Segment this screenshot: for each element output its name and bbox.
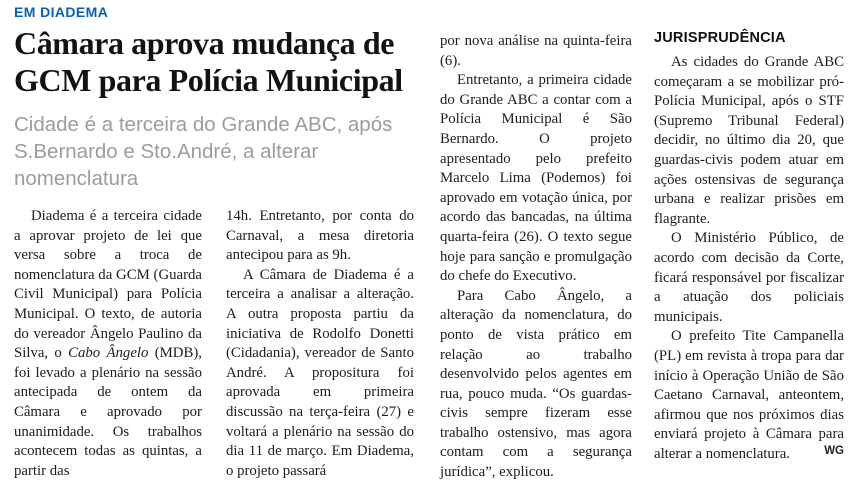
author-initials: WG [824, 445, 844, 458]
paragraph: As cidades do Grande ABC começaram a se mobilizar pró-Polícia Municipal, após o STF (Supremo Tribunal Federal) decidir, no último dia 20, que guardas-civis podem atuar em ações ostensivas de segurança urbana e realizar prisões em flagrante. [654, 54, 844, 227]
italic-nickname: Cabo Ângelo [68, 345, 149, 362]
paragraph: A Câmara de Diadema é a terceira a analisar a alteração. A outra proposta partiu da iniciativa de Rodolfo Donetti (Cidadania), vereador de Santo André. A propositura foi aprovada em primeira discussão na terça-feira (27) e voltará a plenário na sessão do dia 11 de março. Em Diadema, o projeto passará [226, 266, 414, 479]
article-layout [14, 25, 850, 482]
headline-block [14, 25, 414, 482]
body-columns-1-2 [14, 207, 414, 481]
sidebar-title: JURISPRUDÊNCIA [654, 30, 786, 46]
section-kicker: EM DIADEMA [14, 4, 109, 20]
paragraph: O Ministério Público, de acordo com decisão da Corte, ficará responsável por fiscalizar a atuação dos policiais municipais. [654, 230, 844, 325]
paragraph: 14h. Entretanto, por conta do Carnaval, a mesa diretoria antecipou para as 9h. [226, 208, 414, 264]
sidebar-jurisprudencia [654, 25, 844, 482]
body-column-3 [440, 25, 632, 482]
headline: Câmara aprova mudança de GCM para Polícia Municipal [14, 25, 403, 98]
paragraph [14, 207, 202, 481]
paragraph: O prefeito Tite Campanella (PL) em revista à tropa para dar início à Operação União de São Caetano Carnaval, anteontem, afirmou que nos próximos dias enviará projeto à Câmara para alterar a nomenclatura. [654, 328, 844, 462]
paragraph: Para Cabo Ângelo, a alteração da nomenclatura, do ponto de vista prático em relação ao trabalho desenvolvido pelos agentes em rua, pouco muda. “Os guardas-civis sempre fizeram esse trabalho ostensivo, mas agora contam com a segurança jurídica”, explicou. [440, 287, 632, 481]
paragraph-text: (MDB), foi levado a plenário na sessão antecipada de ontem da Câmara e aprovado por unanimidade. Os trabalhos acontecem todas as quintas, a partir das [14, 345, 202, 479]
paragraph: por nova análise na quinta-feira (6). [440, 33, 632, 69]
paragraph: Entretanto, a primeira cidade do Grande ABC a contar com a Polícia Municipal é São Bernardo. O projeto apresentado pelo prefeito Marcelo Lima (Podemos) foi aprovado em votação única, por acordo das bancadas, na última quarta-feira (26). O texto segue hoje para sanção e promulgação do chefe do Executivo. [440, 72, 632, 285]
paragraph-text: Diadema é a terceira cidade a aprovar projeto de lei que versa sobre a troca de nomenclatura da GCM (Guarda Civil Municipal) para Polícia Municipal. O texto, de autoria do vereador Ângelo Paulino da Silva, o [14, 208, 202, 362]
body-column-1 [14, 207, 202, 481]
body-column-2 [226, 207, 414, 481]
deck-subheadline: Cidade é a terceira do Grande ABC, após S.Bernardo e Sto.André, a alterar nomenclatura [14, 113, 393, 190]
